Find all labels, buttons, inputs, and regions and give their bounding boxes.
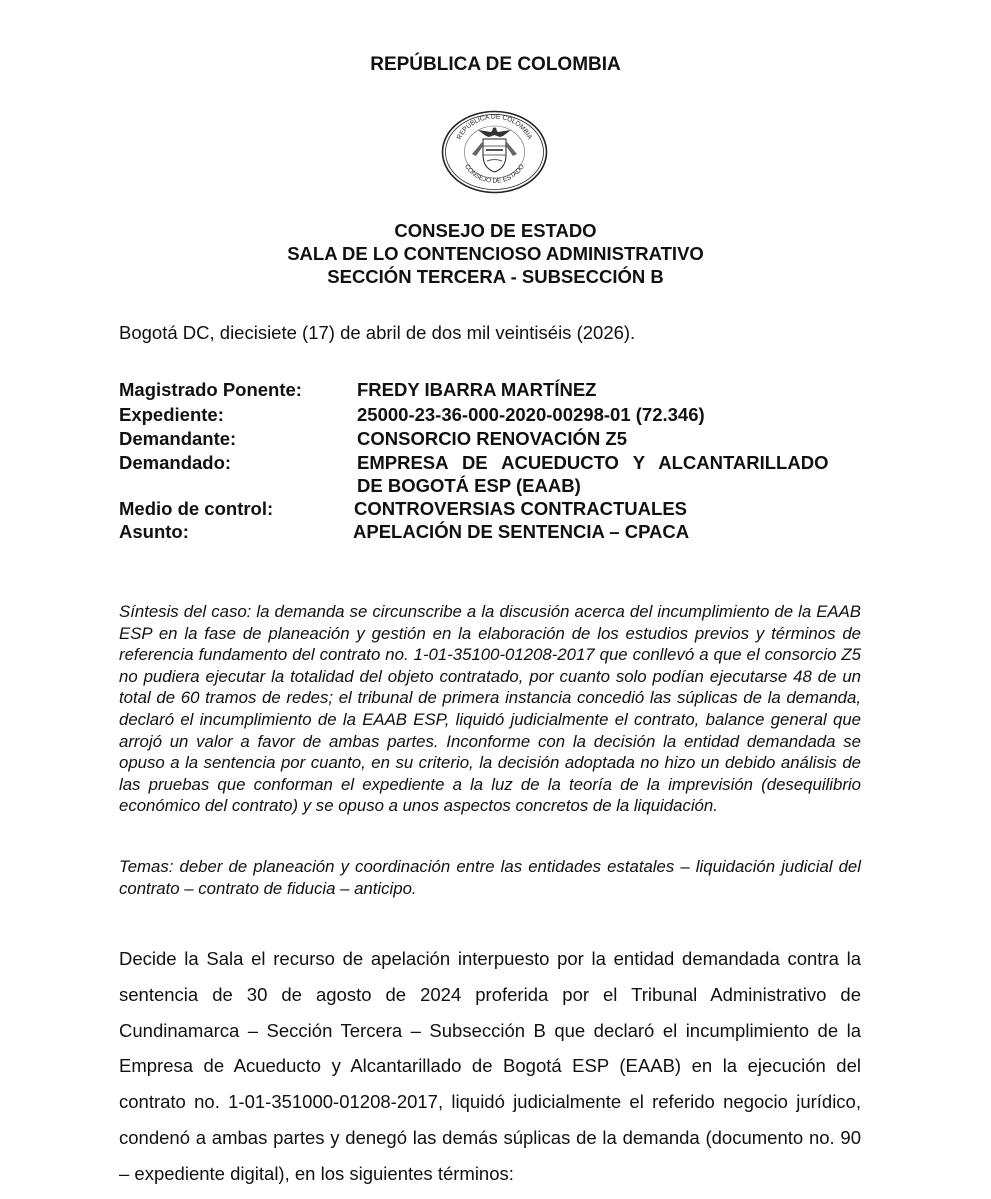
control-value: CONTROVERSIAS CONTRACTUALES bbox=[354, 498, 688, 519]
control-label: Medio de control: bbox=[119, 498, 274, 519]
file-label: Expediente: bbox=[119, 404, 224, 425]
case-synthesis: Síntesis del caso: la demanda se circunscribe a la discusión acerca del incumplimiento de la EAAB ESP en la fase de planeación y gestión en la elaboración de los estudios previos y términos de referencia fundamento del contrato no. 1-01-35100-01208-2017 que conllevó a que el consorcio Z5 no pudiera ejecutar la totalidad del objeto contratado, por cuanto solo podían ejecutarse 48 de un total de 60 tramos de redes; el tribunal de primera instancia concedió las súplicas de la demanda, declaró el incumplimiento de la EAAB ESP, liquidó judicialmente el contrato, balance general que arrojó un valor a favor de ambas partes. Inconforme con la decisión la entidad demandada se opuso a la sentencia por cuanto, en su criterio, la decisión adoptada no hizo un debido análisis de las pruebas que conforman el expediente a la luz de la teoría de la imprevisión (desequilibrio económico del contrato) y se opuso a unos aspectos concretos de la liquidación. bbox=[119, 602, 861, 816]
plaintiff-value: CONSORCIO RENOVACIÓN Z5 bbox=[357, 428, 627, 449]
court-headings bbox=[0, 219, 991, 288]
republic-heading: REPÚBLICA DE COLOMBIA bbox=[370, 54, 621, 75]
subject-label: Asunto: bbox=[119, 521, 189, 542]
decision-paragraph: Decide la Sala el recurso de apelación interpuesto por la entidad demandada contra la sentencia de 30 de agosto de 2024 proferida por el Tribunal Administrativo de Cundinamarca – Sección Tercera – Subsección B que declaró el incumplimiento de la Empresa de Acueducto y Alcantarillado de Bogotá ESP (EAAB) en la ejecución del contrato no. 1-01-351000-01208-2017, liquidó judicialmente el referido negocio jurídico, condenó a ambas partes y denegó las demás súplicas de la demanda (documento no. 90 – expediente digital), en los siguientes términos: bbox=[119, 948, 861, 1184]
seal-bottom-text: CONSEJO DE ESTADO bbox=[463, 163, 526, 185]
defendant-value-line2: DE BOGOTÁ ESP (EAAB) bbox=[357, 475, 581, 496]
defendant-value-line1: EMPRESA DE ACUEDUCTO Y ALCANTARILLADO bbox=[357, 452, 829, 473]
magistrate-value: FREDY IBARRA MARTÍNEZ bbox=[357, 379, 597, 400]
magistrate-label: Magistrado Ponente: bbox=[119, 379, 302, 400]
seal-top-text: REPÚBLICA DE COLOMBIA bbox=[455, 113, 534, 141]
defendant-label: Demandado: bbox=[119, 452, 232, 473]
section-title: SECCIÓN TERCERA - SUBSECCIÓN B bbox=[327, 266, 664, 287]
date-line: Bogotá DC, diecisiete (17) de abril de dos mil veintiséis (2026). bbox=[119, 322, 636, 343]
chamber-title: SALA DE LO CONTENCIOSO ADMINISTRATIVO bbox=[287, 243, 704, 264]
seal-emblem bbox=[440, 110, 549, 194]
plaintiff-label: Demandante: bbox=[119, 428, 237, 449]
case-themes: Temas: deber de planeación y coordinación entre las entidades estatales – liquidación judicial del contrato – contrato de fiducia – anticipo. bbox=[119, 857, 861, 898]
file-value: 25000-23-36-000-2020-00298-01 (72.346) bbox=[357, 404, 705, 425]
council-title: CONSEJO DE ESTADO bbox=[394, 220, 597, 241]
subject-value: APELACIÓN DE SENTENCIA – CPACA bbox=[353, 521, 690, 542]
